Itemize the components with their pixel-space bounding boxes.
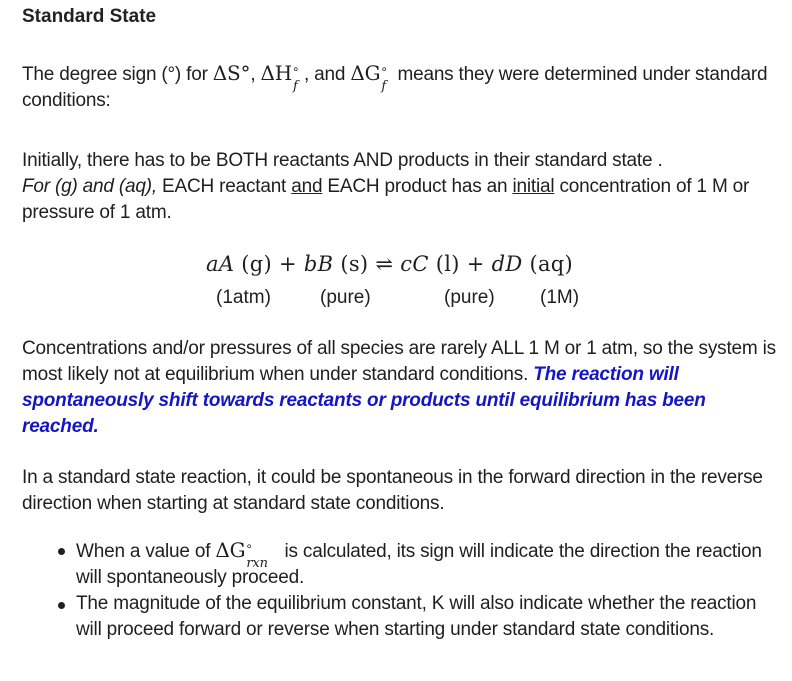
intro-text-start: The degree sign (°) for	[22, 64, 213, 85]
species-b: B	[317, 252, 334, 276]
bullet1-text: When a value of	[76, 541, 216, 562]
spontaneity-paragraph: In a standard state reaction, it could be spontaneous in the forward direction in the reverse direction when starting at standard state conditions.	[22, 467, 763, 514]
coef-a: a	[206, 252, 219, 276]
delta-h-scripts	[292, 62, 304, 94]
rxn-subscript: rxn	[246, 556, 268, 571]
plus-sign: +	[272, 252, 304, 276]
condition-1atm: (1atm)	[216, 287, 271, 308]
condition-pure-1: (pure)	[320, 287, 371, 308]
delta-g-rxn-scripts	[245, 539, 279, 571]
degree-mark: ∘	[245, 539, 253, 553]
delta-h-symbol: ΔH	[260, 61, 292, 85]
phase-s: (s)	[340, 252, 369, 276]
intro-text-end: means they were determined under standard conditions:	[22, 64, 768, 111]
para2-text: Initially, there has to be BOTH reactants AND products in their standard state	[22, 150, 653, 171]
plus-sign: +	[459, 252, 492, 276]
condition-pure-2: (pure)	[444, 287, 495, 308]
phase-note: For (g) and (aq),	[22, 176, 157, 197]
coef-c: c	[400, 252, 413, 276]
standard-state-paragraph	[22, 148, 778, 226]
intro-sep-1: ,	[250, 64, 261, 85]
coef-d: d	[491, 252, 506, 276]
section-heading: Standard State	[22, 6, 157, 27]
delta-s-symbol: ΔS°	[212, 61, 251, 85]
formation-subscript: f	[381, 79, 386, 94]
list-item	[22, 537, 780, 591]
underlined-initial: initial	[512, 176, 555, 197]
phase-g: (g)	[241, 252, 273, 276]
species-d: D	[505, 252, 523, 276]
equilibrium-arrow: ⇌	[368, 252, 401, 276]
condition-1m: (1M)	[540, 287, 580, 308]
phase-l: (l)	[435, 252, 460, 276]
para2-text: EACH reactant	[156, 176, 292, 197]
list-item: The magnitude of the equilibrium constant, K will also indicate whether the reaction will proceed forward or reverse when starting under standard state conditions.	[22, 591, 780, 643]
degree-mark: ∘	[380, 62, 388, 76]
degree-mark: ∘	[292, 62, 300, 76]
species-a: A	[218, 252, 235, 276]
phase-aq: (aq)	[529, 252, 574, 276]
para2-dot: .	[652, 150, 663, 171]
delta-g-scripts	[380, 62, 392, 94]
coef-b: b	[303, 252, 318, 276]
bullet-list	[22, 537, 780, 643]
delta-g-rxn-symbol: ΔG	[215, 538, 246, 562]
para2-text: EACH product has an	[322, 176, 513, 197]
formation-subscript: f	[293, 79, 298, 94]
bullet1-text: is calculated, its sign will indicate the direction the reaction will spontaneously proceed.	[76, 541, 762, 588]
para2-text: concentration of 1 M or pressure of 1 atm.	[22, 176, 750, 223]
intro-paragraph	[22, 60, 778, 114]
equilibrium-paragraph	[22, 336, 778, 440]
reaction-equation	[206, 252, 573, 276]
emphasized-statement: The reaction will spontaneously shift towards reactants or products until equilibrium has been reached.	[22, 364, 706, 437]
delta-g-symbol: ΔG	[350, 61, 381, 85]
intro-sep-2: , and	[304, 64, 351, 85]
underlined-and: and	[291, 176, 323, 197]
species-c: C	[412, 252, 429, 276]
para3-text: Concentrations and/or pressures of all species are rarely ALL 1 M or 1 atm, so the system is most likely not at equilibrium when under standard conditions.	[22, 338, 776, 385]
